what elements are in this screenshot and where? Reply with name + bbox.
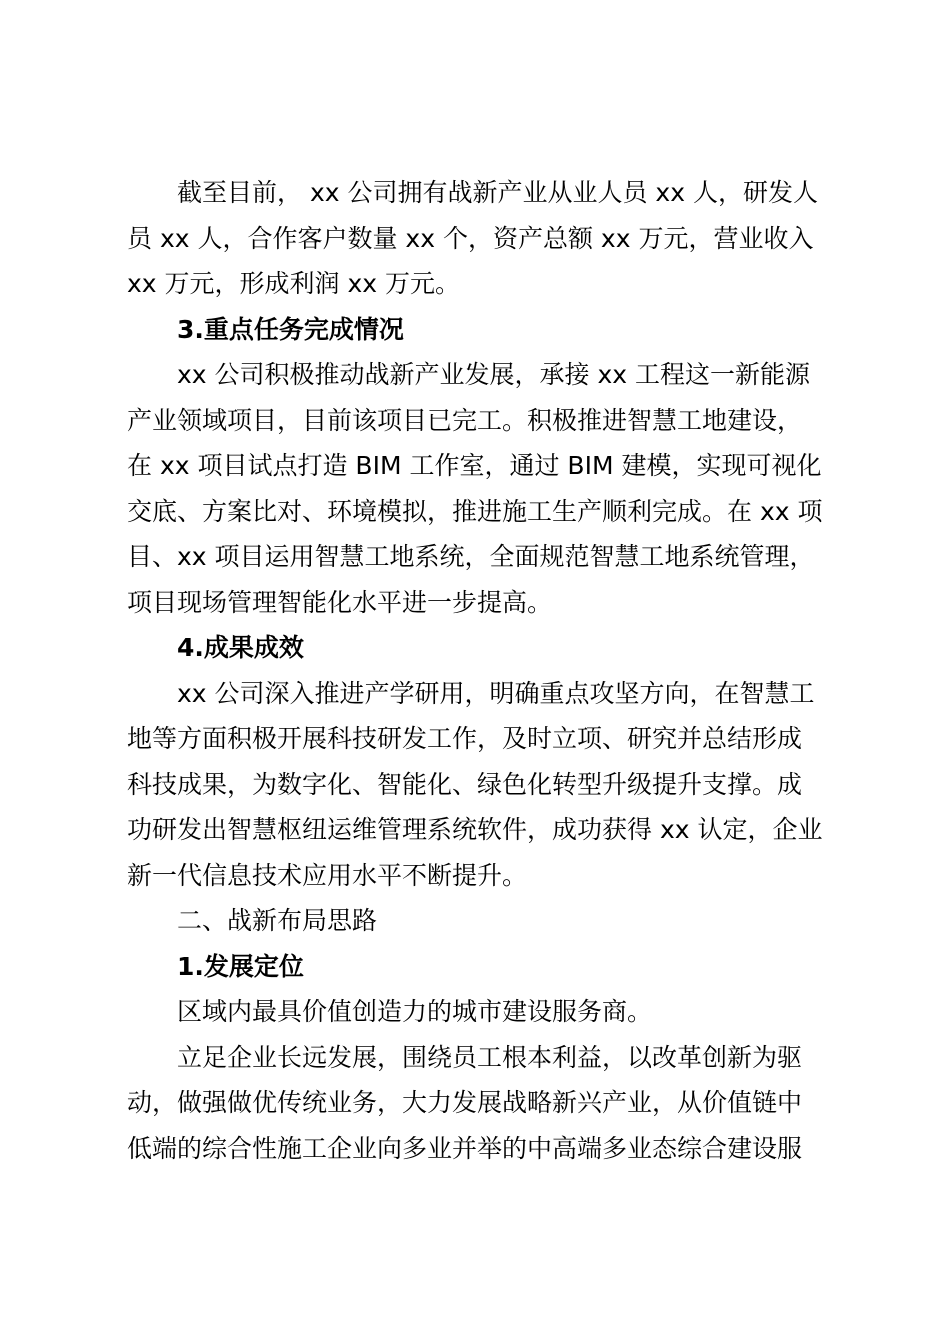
text-line: 地等方面积极开展科技研发工作，及时立项、研究并总结形成 xyxy=(127,724,803,753)
text-line: 立足企业长远发展，围绕员工根本利益，以改革创新为驱 xyxy=(177,1042,803,1072)
heading-text: 4.成果成效 xyxy=(177,633,304,662)
heading-text: 1.发展定位 xyxy=(177,951,304,981)
text-line: 新一代信息技术应用水平不断提升。 xyxy=(127,860,528,890)
body-paragraph xyxy=(127,352,833,625)
text-line: 区域内最具价值创造力的城市建设服务商。 xyxy=(177,997,653,1026)
text-line: 科技成果，为数字化、智能化、绿色化转型升级提升支撑。成 xyxy=(127,769,803,799)
text-line: 动，做强做优传统业务，大力发展战略新兴产业，从价值链中 xyxy=(127,1088,803,1117)
text-line: 交底、方案比对、环境模拟，推进施工生产顺利完成。在 xx 项 xyxy=(127,496,823,526)
section-heading xyxy=(127,944,833,990)
section-title-text: 二、战新布局思路 xyxy=(177,906,378,935)
text-line: xx 万元，形成利润 xx 万元。 xyxy=(127,269,461,298)
text-line: xx 公司深入推进产学研用，明确重点攻坚方向，在智慧工 xyxy=(177,678,815,708)
body-paragraph xyxy=(127,170,833,307)
text-line: 在 xx 项目试点打造 BIM 工作室，通过 BIM 建模，实现可视化 xyxy=(127,451,822,480)
text-line: 截至目前， xx 公司拥有战新产业从业人员 xx 人，研发人 xyxy=(177,178,818,207)
section-heading xyxy=(127,625,833,671)
text-line: 项目现场管理智能化水平进一步提高。 xyxy=(127,587,553,617)
text-line: 员 xx 人，合作客户数量 xx 个，资产总额 xx 万元，营业收入 xyxy=(127,223,814,253)
heading-text: 3.重点任务完成情况 xyxy=(177,314,404,344)
body-paragraph xyxy=(127,671,833,899)
body-paragraph xyxy=(127,989,833,1035)
text-line: 目、xx 项目运用智慧工地系统，全面规范智慧工地系统管理， xyxy=(127,542,815,571)
document-body xyxy=(127,170,833,1171)
text-line: xx 公司积极推动战新产业发展，承接 xx 工程这一新能源 xyxy=(177,360,811,389)
text-line: 产业领域项目，目前该项目已完工。积极推进智慧工地建设， xyxy=(127,405,803,435)
text-line: 低端的综合性施工企业向多业并举的中高端多业态综合建设服 xyxy=(127,1133,803,1163)
section-title xyxy=(127,898,833,944)
section-heading xyxy=(127,307,833,353)
text-line: 功研发出智慧枢纽运维管理系统软件，成功获得 xx 认定，企业 xyxy=(127,815,823,844)
body-paragraph xyxy=(127,1035,833,1172)
